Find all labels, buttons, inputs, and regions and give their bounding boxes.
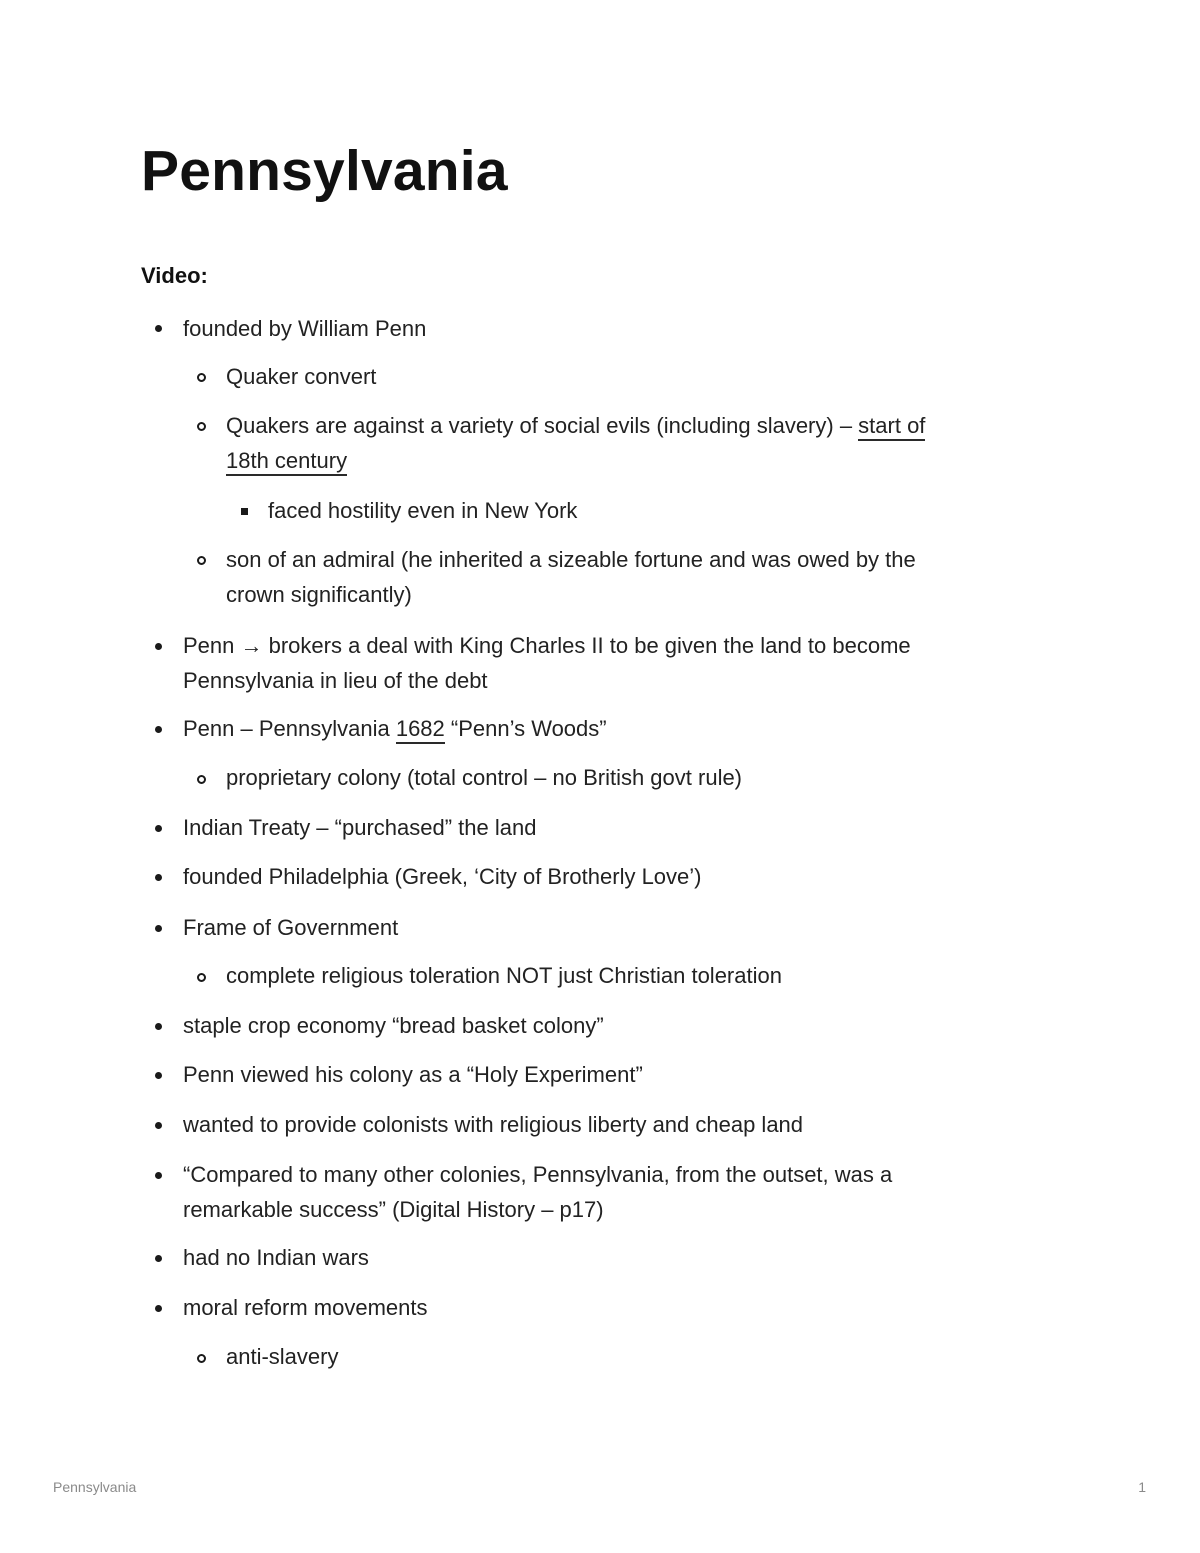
list-item: faced hostility even in New York	[268, 498, 578, 523]
bullet-disc-icon	[155, 1122, 162, 1129]
bullet-disc-icon	[155, 825, 162, 832]
bullet-circle-icon	[197, 775, 206, 784]
bullet-disc-icon	[155, 1072, 162, 1079]
list-item: son of an admiral (he inherited a sizeable fortune and was owed by the	[226, 547, 916, 572]
underlined-text: 18th century	[226, 448, 347, 476]
underlined-text: start of	[858, 413, 925, 441]
footer-title: Pennsylvania	[53, 1479, 137, 1495]
list-item: Penn → brokers a deal with King Charles II to be given the land to become	[183, 633, 911, 658]
list-item-text: Penn – Pennsylvania	[183, 716, 396, 741]
list-item: anti-slavery	[226, 1344, 339, 1369]
footer-page-number: 1	[1138, 1479, 1146, 1495]
list-item: moral reform movements	[183, 1295, 428, 1320]
list-item: Frame of Government	[183, 915, 399, 940]
bullet-circle-icon	[197, 373, 206, 382]
list-item-text: Quakers are against a variety of social evils (including slavery) –	[226, 413, 859, 438]
bullet-disc-icon	[155, 325, 162, 332]
list-item: Quaker convert	[226, 364, 377, 389]
bullet-circle-icon	[197, 1354, 206, 1363]
bullet-circle-icon	[197, 556, 206, 565]
list-item-continuation	[226, 443, 347, 478]
bullet-disc-icon	[155, 1023, 162, 1030]
bullet-circle-icon	[197, 973, 206, 982]
bullet-disc-icon	[155, 726, 162, 733]
list-item: complete religious toleration NOT just Christian toleration	[226, 963, 782, 988]
bullet-disc-icon	[155, 1255, 162, 1262]
list-item	[226, 408, 925, 443]
list-item	[183, 711, 607, 746]
list-item: Indian Treaty – “purchased” the land	[183, 815, 537, 840]
list-item-continuation: Pennsylvania in lieu of the debt	[183, 668, 488, 693]
list-item: “Compared to many other colonies, Pennsylvania, from the outset, was a	[183, 1162, 893, 1187]
list-item-text: “Penn’s Woods”	[444, 716, 607, 741]
list-item: founded by William Penn	[183, 316, 427, 341]
list-item: wanted to provide colonists with religious liberty and cheap land	[183, 1112, 804, 1137]
list-item: Penn viewed his colony as a “Holy Experiment”	[183, 1062, 643, 1087]
bullet-disc-icon	[155, 874, 162, 881]
list-item: had no Indian wars	[183, 1245, 369, 1270]
list-item: staple crop economy “bread basket colony”	[183, 1013, 604, 1038]
bullet-disc-icon	[155, 925, 162, 932]
list-item-continuation: crown significantly)	[226, 582, 412, 607]
page-title: Pennsylvania	[141, 139, 508, 203]
bullet-disc-icon	[155, 1305, 162, 1312]
bullet-disc-icon	[155, 643, 162, 650]
underlined-text: 1682	[396, 716, 445, 744]
bullet-disc-icon	[155, 1172, 162, 1179]
list-item: proprietary colony (total control – no British govt rule)	[226, 765, 743, 790]
section-label-video: Video:	[141, 263, 208, 288]
bullet-circle-icon	[197, 422, 206, 431]
list-item-continuation: remarkable success” (Digital History – p17)	[183, 1197, 604, 1222]
list-item: founded Philadelphia (Greek, ‘City of Brotherly Love’)	[183, 864, 702, 889]
bullet-square-icon	[241, 508, 248, 515]
